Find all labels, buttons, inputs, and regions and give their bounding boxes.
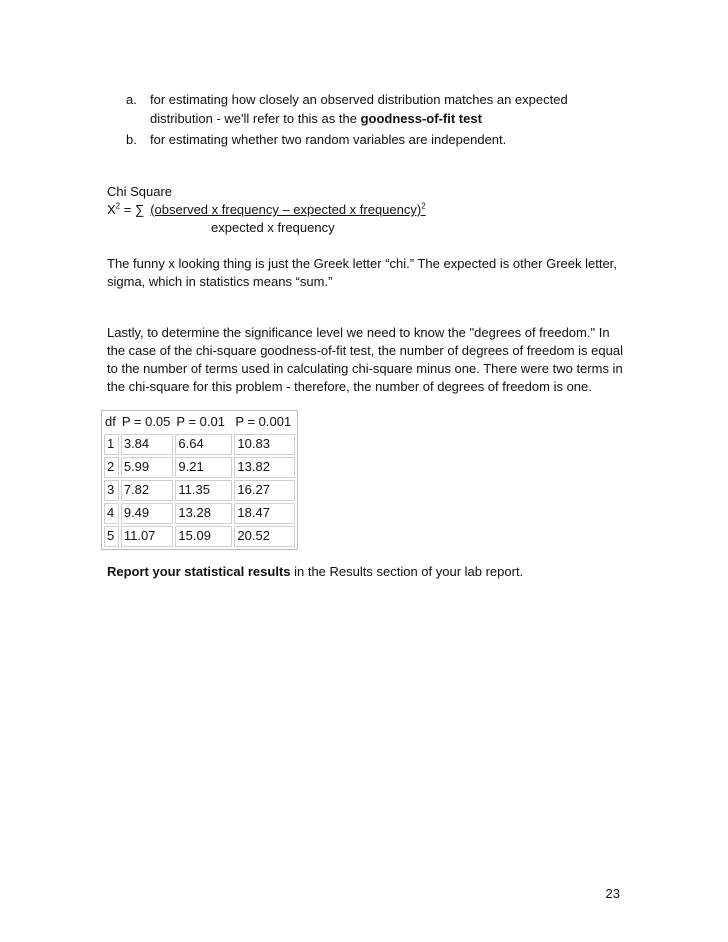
formula-numerator (150, 202, 425, 217)
formula-heading: Chi Square (107, 184, 173, 199)
table-cell: 1 (104, 434, 119, 455)
table-cell: 3.84 (121, 434, 174, 455)
table-cell: 11.35 (175, 480, 232, 501)
table-cell: 5.99 (121, 457, 174, 478)
table-cell: 9.21 (175, 457, 232, 478)
table-cell: 6.64 (175, 434, 232, 455)
table-cell: 4 (104, 503, 119, 524)
table-cell: 13.28 (175, 503, 232, 524)
formula-numerator-row (107, 201, 627, 219)
formula-numerator-text: (observed x frequency – expected x frequency) (150, 202, 422, 217)
list-item-continuation (150, 109, 626, 128)
report-instruction-bold: Report your statistical results (107, 564, 291, 579)
table-cell: 20.52 (234, 526, 295, 547)
list-item-text: distribution - we'll refer to this as the (150, 111, 361, 126)
table-row (104, 503, 295, 524)
chi-square-table (101, 410, 298, 550)
table-cell: 15.09 (175, 526, 232, 547)
formula-numerator-exponent: 2 (421, 201, 426, 211)
table-row (104, 480, 295, 501)
table-cell: 16.27 (234, 480, 295, 501)
table-cell: 13.82 (234, 457, 295, 478)
formula-lhs-exponent: 2 (115, 201, 121, 211)
table-cell: 7.82 (121, 480, 174, 501)
report-instruction (107, 563, 627, 581)
table-cell: 3 (104, 480, 119, 501)
chi-square-formula (107, 183, 627, 237)
goodness-of-fit-term: goodness-of-fit test (360, 111, 482, 126)
table-row (104, 457, 295, 478)
table-header-row (104, 413, 295, 432)
table-cell: 11.07 (121, 526, 174, 547)
formula-denominator: expected x frequency (211, 220, 335, 235)
table-cell: 18.47 (234, 503, 295, 524)
list-item-text: for estimating whether two random variables are independent. (150, 132, 507, 147)
formula-equals-sigma: = ∑ (120, 202, 145, 217)
table-cell: 5 (104, 526, 119, 547)
table-header-cell: P = 0.01 (176, 414, 225, 429)
critical-values-table (101, 410, 298, 550)
table-header-cell: P = 0.001 (235, 414, 292, 429)
table-cell: 9.49 (121, 503, 174, 524)
table-header-cell: df (105, 414, 116, 429)
usage-list (126, 90, 626, 149)
table-cell: 10.83 (234, 434, 295, 455)
table-row (104, 434, 295, 455)
list-item-text: for estimating how closely an observed distribution matches an expected (150, 92, 568, 107)
formula-lhs: X (107, 202, 116, 217)
list-marker: b. (126, 132, 137, 147)
list-item-a (126, 90, 626, 128)
paragraph-funny-x: The funny x looking thing is just the Greek letter “chi.” The expected is other Greek letter, sigma, which in statistics means “sum.” (107, 256, 617, 289)
table-header-cell: P = 0.05 (121, 414, 171, 429)
report-instruction-text: in the Results section of your lab report. (290, 564, 524, 579)
table-row (104, 526, 295, 547)
page-number: 23 (605, 886, 620, 901)
table-cell: 2 (104, 457, 119, 478)
list-item-b (126, 130, 626, 149)
list-marker: a. (126, 92, 137, 107)
paragraph-degrees-of-freedom: Lastly, to determine the significance level we need to know the "degrees of freedom." In the case of the chi-square goodness-of-fit test, the number of degrees of freedom is equal to the number of terms used in calculating chi-square minus one. There were two terms in the chi-square for this problem - therefore, the number of degrees of freedom is one. (107, 325, 623, 394)
